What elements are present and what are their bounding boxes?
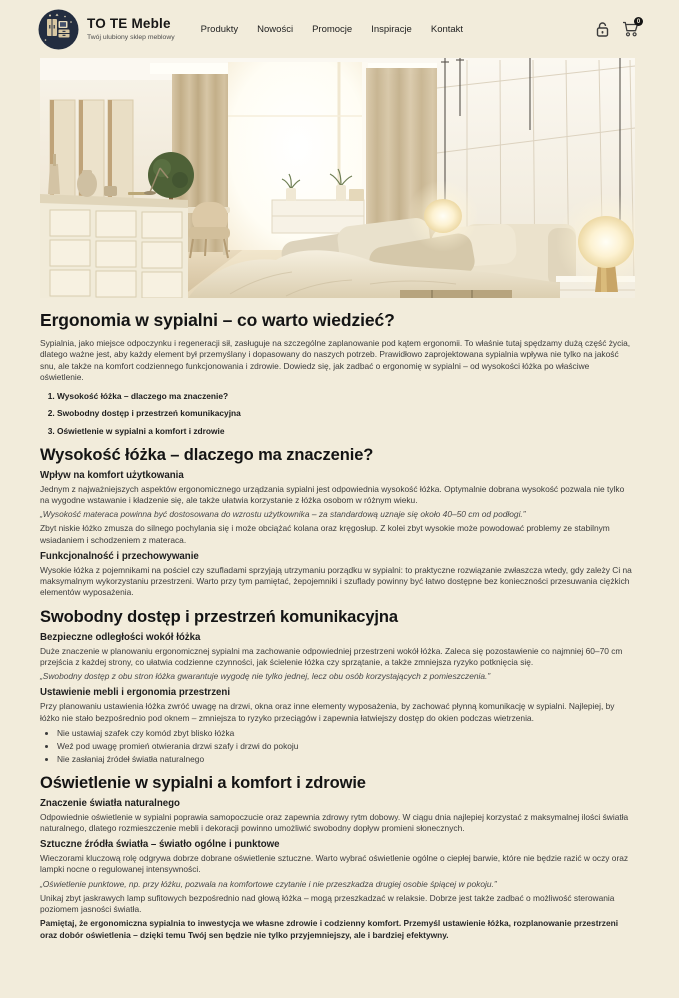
subheading: Bezpieczne odległości wokół łóżka bbox=[40, 631, 201, 643]
cart-badge: 0 bbox=[634, 17, 643, 26]
brand-name: TO TE Meble bbox=[87, 16, 171, 32]
paragraph: Duże znaczenie w planowaniu ergonomicznej sypialni ma zachowanie odpowiedniej przestrzeni wokół łóżka. Zaleca się pozostawienie co najmniej 60–70 cm przejścia z każdej strony, co ułatwia codzienne czynności, jak ścielenie łóżka czy sprzątanie, a także zmniejsza ryzyko potknięcia się. bbox=[40, 645, 623, 667]
bullet-list bbox=[40, 728, 635, 765]
article-title: Ergonomia w sypialni – co warto wiedzieć? bbox=[40, 310, 395, 330]
toc-item: 2. Swobodny dostęp i przestrzeń komunikacyjna bbox=[57, 408, 635, 418]
article-intro: Sypialnia, jako miejsce odpoczynku i regeneracji sił, zasługuje na szczególne zaplanowanie pod kątem ergonomii. To właśnie tutaj spędzamy dużą część życia, dlatego ważne jest, aby każdy element był przemyślany i dopasowany do naszych potrzeb. Prawidłowo zaprojektowana sypialnia wpływa nie tylko na jakość snu, ale także na komfort codziennego funkcjonowania i zdrowie. Dowiedz się, jak zadbać o ergonomię w sypialni – od wysokości łóżka po właściwe oświetlenie. bbox=[40, 338, 631, 382]
subheading: Sztuczne źródła światła – światło ogólne i punktowe bbox=[40, 839, 280, 851]
quote: „Wysokość materaca powinna być dostosowana do wzrostu użytkownika – za standardową uznaje się około 40–50 cm od podłogi.” bbox=[40, 509, 526, 520]
subheading: Funkcjonalność i przechowywanie bbox=[40, 550, 199, 562]
paragraph: Zbyt niskie łóżko zmusza do silnego pochylania się i może obciążać kolana oraz kręgosłup. Z kolei zbyt wysokie może powodować problemy ze stabilnym wsiadaniem i schodzeniem z materaca. bbox=[40, 523, 610, 545]
subheading: Ustawienie mebli i ergonomia przestrzeni bbox=[40, 687, 231, 699]
closing-paragraph: Pamiętaj, że ergonomiczna sypialnia to inwestycja we własne zdrowie i codzienny komfort. Przemyśl ustawienie łóżka, rozplanowanie przestrzeni oraz dobór oświetlenia – dzięki temu Twój sen będzie nie tylko przyjemniejszy, ale i bardziej efektywny. bbox=[40, 918, 619, 940]
paragraph: Jednym z najważniejszych aspektów ergonomicznego urządzania sypialni jest odpowiednia wysokość łóżka. Optymalnie dobrana wysokość pozwala nie tylko na wygodne wstawanie i kładzenie się, ale także ułatwia korzystanie z łóżka osobom w różnym wieku. bbox=[40, 483, 625, 505]
nav-item-nowosci[interactable]: Nowości bbox=[257, 23, 294, 35]
cart-button[interactable] bbox=[622, 18, 641, 37]
nav-item-inspiracje[interactable]: Inspiracje bbox=[371, 23, 412, 35]
brand-logo-icon bbox=[38, 9, 79, 50]
section-heading: Wysokość łóżka – dlaczego ma znaczenie? bbox=[40, 445, 374, 464]
nav-item-kontakt[interactable]: Kontakt bbox=[430, 23, 464, 35]
quote: „Swobodny dostęp z obu stron łóżka gwarantuje wygodę nie tylko jednej, lecz obu osób korzystających z pomieszczenia.” bbox=[40, 671, 491, 682]
quote: „Oświetlenie punktowe, np. przy łóżku, pozwala na komfortowe czytanie i nie przeszkadza drugiej osobie śpiącej w pokoju.” bbox=[40, 878, 497, 889]
paragraph: Unikaj zbyt jaskrawych lamp sufitowych bezpośrednio nad głową łóżka – mogą przeszkadzać w relaksie. Dobrze jest także zadbać o możliwość sterowania poziomem jasności światła. bbox=[40, 892, 615, 915]
toc-item: 3. Oświetlenie w sypialni a komfort i zdrowie bbox=[57, 426, 635, 436]
nav-item-produkty[interactable]: Produkty bbox=[200, 23, 239, 35]
main-nav bbox=[201, 24, 463, 35]
subheading: Znaczenie światła naturalnego bbox=[40, 797, 180, 809]
bullet-item: • Nie ustawiaj szafek czy komód zbyt blisko łóżka bbox=[57, 728, 635, 739]
paragraph: Przy planowaniu ustawienia łóżka zwróć uwagę na drzwi, okna oraz inne elementy wyposażenia, by zachować płynną komunikację w sypialni. Najlepiej, by łóżko nie stało bezpośrednio pod oknem – zmniejsza to ryzyko przeciągów i zapewnia łatwiejszy dostęp do okien podczas wietrzenia. bbox=[40, 701, 615, 723]
article-page bbox=[0, 58, 679, 946]
hero-image bbox=[40, 58, 635, 298]
nav-item-promocje[interactable]: Promocje bbox=[312, 23, 353, 35]
subheading: Wpływ na komfort użytkowania bbox=[40, 469, 184, 481]
header-icons bbox=[596, 18, 641, 37]
table-of-contents bbox=[40, 391, 635, 436]
section-heading: Oświetlenie w sypialni a komfort i zdrowie bbox=[40, 773, 366, 792]
site-header bbox=[0, 0, 679, 58]
paragraph: Wieczorami kluczową rolę odgrywa dobrze dobrane oświetlenie sztuczne. Warto wybrać oświetlenie ogólne o ciepłej barwie, które nie będzie razić w oczy oraz lampki nocne o regulowanej intensywności. bbox=[40, 853, 629, 875]
bullet-item: • Nie zasłaniaj źródeł światła naturalnego bbox=[57, 754, 635, 765]
toc-item: 1. Wysokość łóżka – dlaczego ma znaczenie? bbox=[57, 391, 635, 401]
brand-text bbox=[87, 17, 175, 41]
brand[interactable] bbox=[38, 9, 175, 50]
paragraph: Odpowiednie oświetlenie w sypialni poprawia samopoczucie oraz zapewnia zdrowy rytm dobowy. W ciągu dnia najlepiej korzystać z maksymalnej ilości światła naturalnego, dlatego rozmieszczenie mebli i dekoracji powinno umożliwić swobodny dopływ promieni słonecznych. bbox=[40, 811, 629, 833]
paragraph: Wysokie łóżka z pojemnikami na pościel czy szufladami sprzyjają utrzymaniu porządku w sypialni: to praktyczne rozwiązanie zwłaszcza wtedy, gdy zależy Ci na maksymalnym wykorzystaniu przestrzeni. Warto przy tym pamiętać, żepojemniki i szuflady powinny być łatwo dostępne bez konieczności przesuwania ciężkich elementów wyposażenia. bbox=[40, 564, 632, 598]
brand-tagline: Twój ulubiony sklep meblowy bbox=[87, 33, 175, 41]
lock-icon[interactable] bbox=[596, 22, 609, 37]
article-sections bbox=[40, 446, 635, 941]
section-heading: Swobodny dostęp i przestrzeń komunikacyjna bbox=[40, 607, 398, 626]
bullet-item: • Weź pod uwagę promień otwierania drzwi szafy i drzwi do pokoju bbox=[57, 741, 635, 752]
